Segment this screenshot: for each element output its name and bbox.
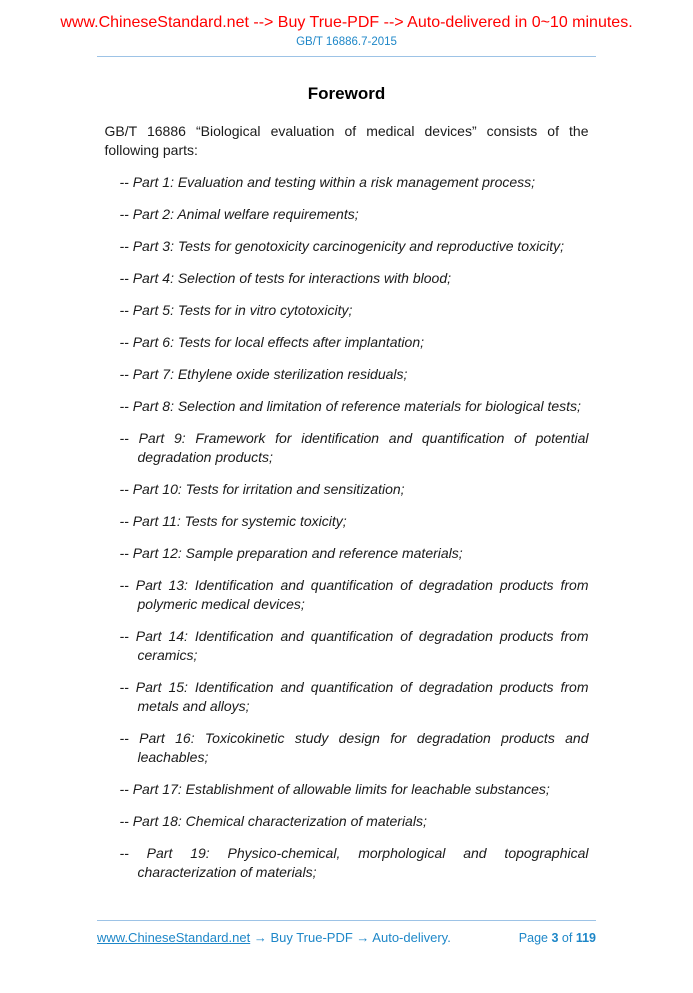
part-item: -- Part 13: Identification and quantification of degradation products from polymeric medical devices; [119,577,589,612]
total-pages: 119 [575,931,596,945]
standard-code: GB/T 16886.7-2015 [296,36,397,48]
footer-tagline: → Buy True-PDF → Auto-delivery. [253,930,451,945]
of-word: of [561,931,573,945]
part-item: -- Part 6: Tests for local effects after implantation; [119,334,424,350]
part-item: -- Part 18: Chemical characterization of materials; [119,813,427,829]
intro-paragraph: GB/T 16886 “Biological evaluation of medical devices” consists of the following parts: [104,123,589,158]
part-item: -- Part 16: Toxicokinetic study design for degradation products and leachables; [119,730,589,765]
page-indicator [519,931,596,945]
header-divider [97,56,596,57]
part-item: -- Part 3: Tests for genotoxicity carcinogenicity and reproductive toxicity; [119,238,565,254]
part-item: -- Part 12: Sample preparation and reference materials; [119,545,463,561]
part-item: -- Part 11: Tests for systemic toxicity; [119,513,347,529]
document-body [105,122,589,882]
parts-list [105,173,589,882]
part-item: -- Part 19: Physico-chemical, morphological and topographical characterization of materials; [119,845,589,880]
page-title: Foreword [307,84,386,103]
part-item: -- Part 15: Identification and quantification of degradation products from metals and alloys; [119,679,589,714]
part-item: -- Part 8: Selection and limitation of reference materials for biological tests; [119,398,581,414]
page-number: 3 [551,931,559,945]
footer-promo [97,930,451,945]
page-footer [97,920,596,945]
part-item: -- Part 4: Selection of tests for interactions with blood; [119,270,451,286]
part-item: -- Part 7: Ethylene oxide sterilization residuals; [119,366,408,382]
promo-banner: www.ChineseStandard.net --> Buy True-PDF --> Auto-delivered in 0~10 minutes. [60,14,633,31]
part-item: -- Part 14: Identification and quantification of degradation products from ceramics; [119,628,589,663]
part-item: -- Part 17: Establishment of allowable limits for leachable substances; [119,781,550,797]
part-item: -- Part 10: Tests for irritation and sensitization; [119,481,405,497]
part-item: -- Part 5: Tests for in vitro cytotoxicity; [119,302,353,318]
part-item: -- Part 9: Framework for identification and quantification of potential degradation products; [119,430,589,465]
part-item: -- Part 2: Animal welfare requirements; [119,206,359,222]
page-root [0,13,693,945]
page-word: Page [518,931,548,945]
part-item: -- Part 1: Evaluation and testing within a risk management process; [119,174,536,190]
footer-site-link[interactable]: www.ChineseStandard.net [97,930,251,945]
